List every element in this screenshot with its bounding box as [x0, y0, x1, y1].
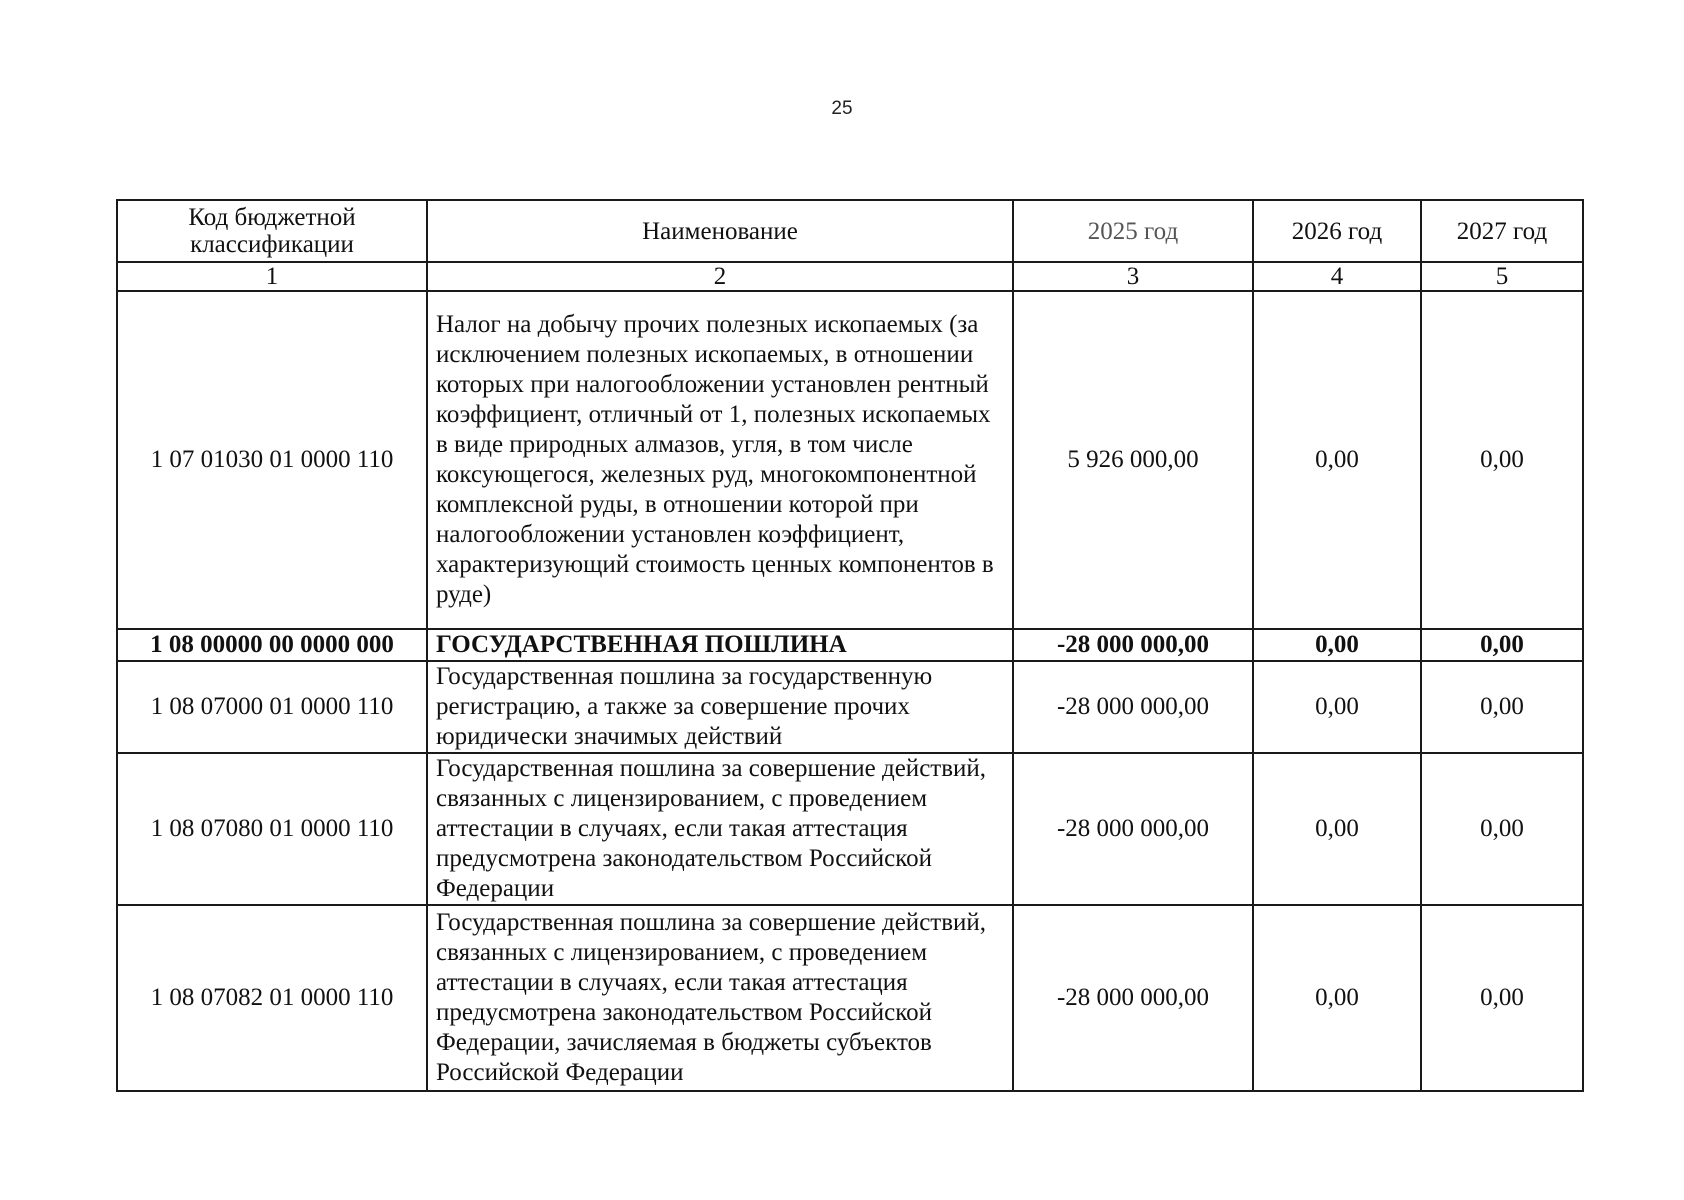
row-amount-2026: 0,00 [1253, 629, 1421, 661]
row-amount-2027: 0,00 [1421, 291, 1583, 629]
table-row [117, 753, 1583, 905]
row-name: Налог на добычу прочих полезных ископаемых (за исключением полезных ископаемых, в отношении которых при налогообложении установлен рентный коэффициент, отличный от 1, полезных ископаемых в виде природных алмазов, угля, в том числе коксующегося, железных руд, многокомпонентной комплексной руды, в отношении которой при налогообложении установлен коэффициент, характеризующий стоимость ценных компонентов в руде) [427, 291, 1013, 629]
row-amount-2025: -28 000 000,00 [1013, 753, 1253, 905]
header-year-2026: 2026 год [1253, 200, 1421, 262]
table-header-row [117, 200, 1583, 262]
row-amount-2027: 0,00 [1421, 661, 1583, 753]
row-amount-2026: 0,00 [1253, 291, 1421, 629]
row-amount-2027: 0,00 [1421, 905, 1583, 1091]
row-amount-2025: -28 000 000,00 [1013, 905, 1253, 1091]
column-number: 1 [117, 262, 427, 291]
row-amount-2025: -28 000 000,00 [1013, 661, 1253, 753]
column-number: 2 [427, 262, 1013, 291]
row-name: Государственная пошлина за государственную регистрацию, а также за совершение прочих юридически значимых действий [427, 661, 1013, 753]
row-amount-2025: -28 000 000,00 [1013, 629, 1253, 661]
row-amount-2026: 0,00 [1253, 905, 1421, 1091]
row-name: Государственная пошлина за совершение действий, связанных с лицензированием, с проведением аттестации в случаях, если такая аттестация предусмотрена законодательством Российской Федерации [427, 753, 1013, 905]
row-code: 1 07 01030 01 0000 110 [117, 291, 427, 629]
header-code: Код бюджетной классификации [117, 200, 427, 262]
row-amount-2027: 0,00 [1421, 629, 1583, 661]
header-year-2027: 2027 год [1421, 200, 1583, 262]
row-code: 1 08 07082 01 0000 110 [117, 905, 427, 1091]
row-code: 1 08 07000 01 0000 110 [117, 661, 427, 753]
table-row [117, 905, 1583, 1091]
header-name: Наименование [427, 200, 1013, 262]
row-code: 1 08 07080 01 0000 110 [117, 753, 427, 905]
row-name: ГОСУДАРСТВЕННАЯ ПОШЛИНА [427, 629, 1013, 661]
column-number: 5 [1421, 262, 1583, 291]
row-amount-2027: 0,00 [1421, 753, 1583, 905]
column-number-row [117, 262, 1583, 291]
row-code: 1 08 00000 00 0000 000 [117, 629, 427, 661]
budget-table [116, 199, 1584, 1092]
table-row-section [117, 629, 1583, 661]
row-amount-2026: 0,00 [1253, 753, 1421, 905]
column-number: 4 [1253, 262, 1421, 291]
table-row [117, 661, 1583, 753]
table-row [117, 291, 1583, 629]
row-amount-2026: 0,00 [1253, 661, 1421, 753]
row-name: Государственная пошлина за совершение действий, связанных с лицензированием, с проведением аттестации в случаях, если такая аттестация предусмотрена законодательством Российской Федерации, зачисляемая в бюджеты субъектов Российской Федерации [427, 905, 1013, 1091]
column-number: 3 [1013, 262, 1253, 291]
page-number: 25 [831, 98, 853, 119]
row-amount-2025: 5 926 000,00 [1013, 291, 1253, 629]
header-year-2025: 2025 год [1013, 200, 1253, 262]
